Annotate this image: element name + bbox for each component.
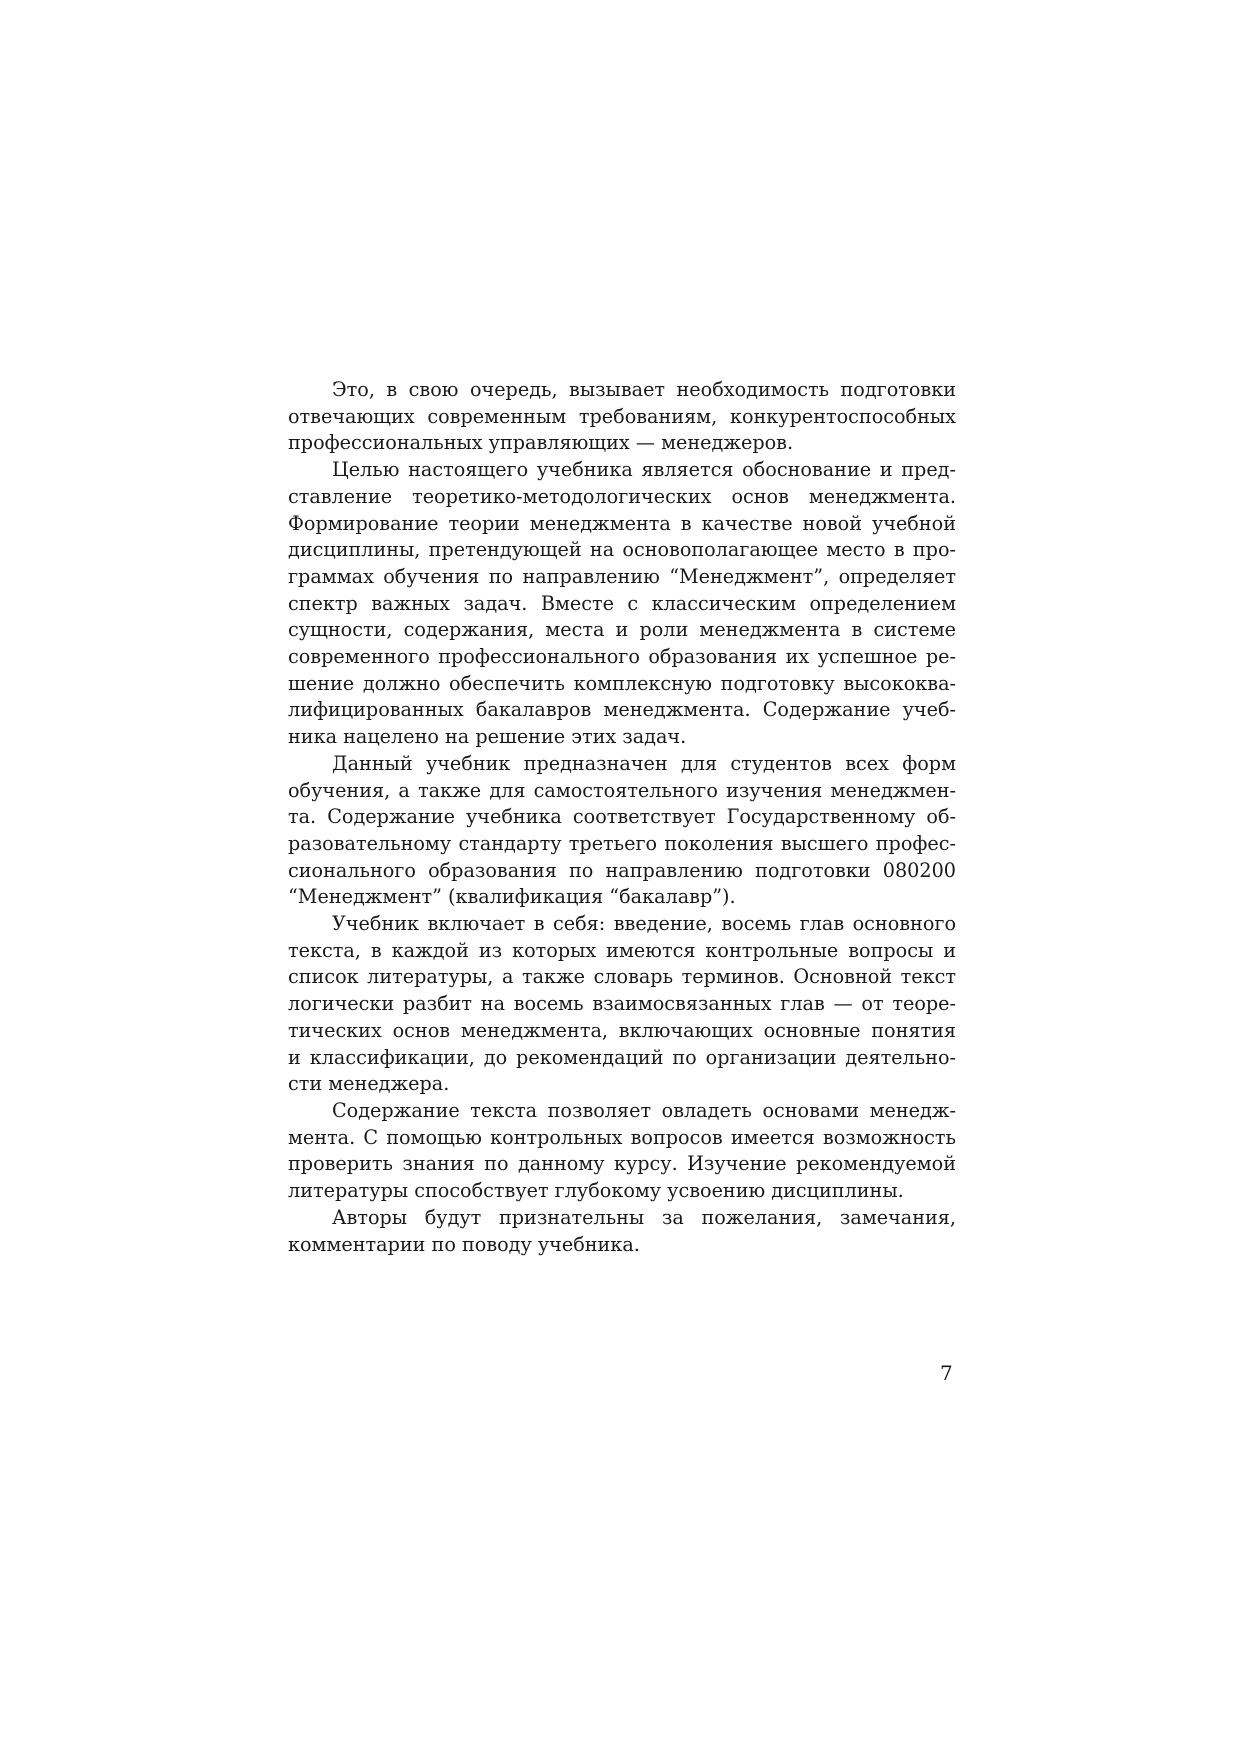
paragraph-6: [288, 1205, 956, 1258]
text-line: обучения, а также для самостоятельного изучения менеджмен-: [288, 778, 956, 802]
text-line: спектр важных задач. Вместе с классическим определением: [288, 591, 956, 615]
text-line: Целью настоящего учебника является обоснование и пред-: [332, 458, 956, 482]
paragraph-1: [288, 377, 956, 457]
text-line: граммах обучения по направлению “Менеджмент”, определяет: [288, 564, 956, 588]
text-line: логически разбит на восемь взаимосвязанных глав — от теоре-: [288, 992, 956, 1016]
text-line: тических основ менеджмента, включающих основные понятия: [288, 1018, 956, 1042]
text-line: дисциплины, претендующей на основополагающее место в про-: [288, 538, 956, 562]
text-line: лифицированных бакалавров менеджмента. Содержание учеб-: [288, 698, 956, 722]
body-text: [288, 377, 956, 1258]
text-line: текста, в каждой из которых имеются контрольные вопросы и: [288, 938, 956, 962]
paragraph-3: [288, 751, 956, 911]
text-line: отвечающих современным требованиям, конкурентоспособных: [288, 404, 956, 428]
text-line: ставление теоретико-методологических основ менеджмента.: [288, 484, 956, 508]
paragraph-5: [288, 1098, 956, 1205]
page-number: 7: [940, 1361, 953, 1385]
text-line: та. Содержание учебника соответствует Государственному об-: [288, 805, 956, 829]
paragraph-4: [288, 911, 956, 1098]
text-line: Формирование теории менеджмента в качестве новой учебной: [288, 511, 956, 535]
text-line: сти менеджера.: [288, 1072, 450, 1096]
text-line: литературы способствует глубокому усвоению дисциплины.: [288, 1179, 904, 1203]
text-line: сущности, содержания, места и роли менеджмента в системе: [288, 618, 956, 642]
text-line: “Менеджмент” (квалификация “бакалавр”).: [288, 885, 736, 909]
text-line: шение должно обеспечить комплексную подготовку высококва-: [288, 671, 956, 695]
text-line: ника нацелено на решение этих задач.: [288, 725, 687, 749]
text-line: Данный учебник предназначен для студентов всех форм: [332, 751, 956, 775]
text-line: Авторы будут признательны за пожелания, замечания,: [332, 1205, 956, 1229]
text-line: мента. С помощью контрольных вопросов имеется возможность: [288, 1125, 956, 1149]
paragraph-2: [288, 457, 956, 751]
text-line: проверить знания по данному курсу. Изучение рекомендуемой: [288, 1152, 956, 1176]
text-line: Это, в свою очередь, вызывает необходимость подготовки: [332, 378, 956, 401]
text-line: разовательному стандарту третьего поколения высшего профес-: [288, 831, 956, 855]
text-line: Содержание текста позволяет овладеть основами менедж-: [332, 1098, 956, 1122]
text-line: список литературы, а также словарь терминов. Основной текст: [288, 965, 956, 989]
text-line: комментарии по поводу учебника.: [288, 1232, 640, 1256]
text-line: современного профессионального образования их успешное ре-: [288, 645, 956, 669]
text-line: профессиональных управляющих — менеджеров.: [288, 431, 794, 455]
text-line: сионального образования по направлению подготовки 080200: [288, 858, 956, 882]
text-line: Учебник включает в себя: введение, восемь глав основного: [332, 912, 956, 936]
text-line: и классификации, до рекомендаций по организации деятельно-: [288, 1045, 956, 1069]
